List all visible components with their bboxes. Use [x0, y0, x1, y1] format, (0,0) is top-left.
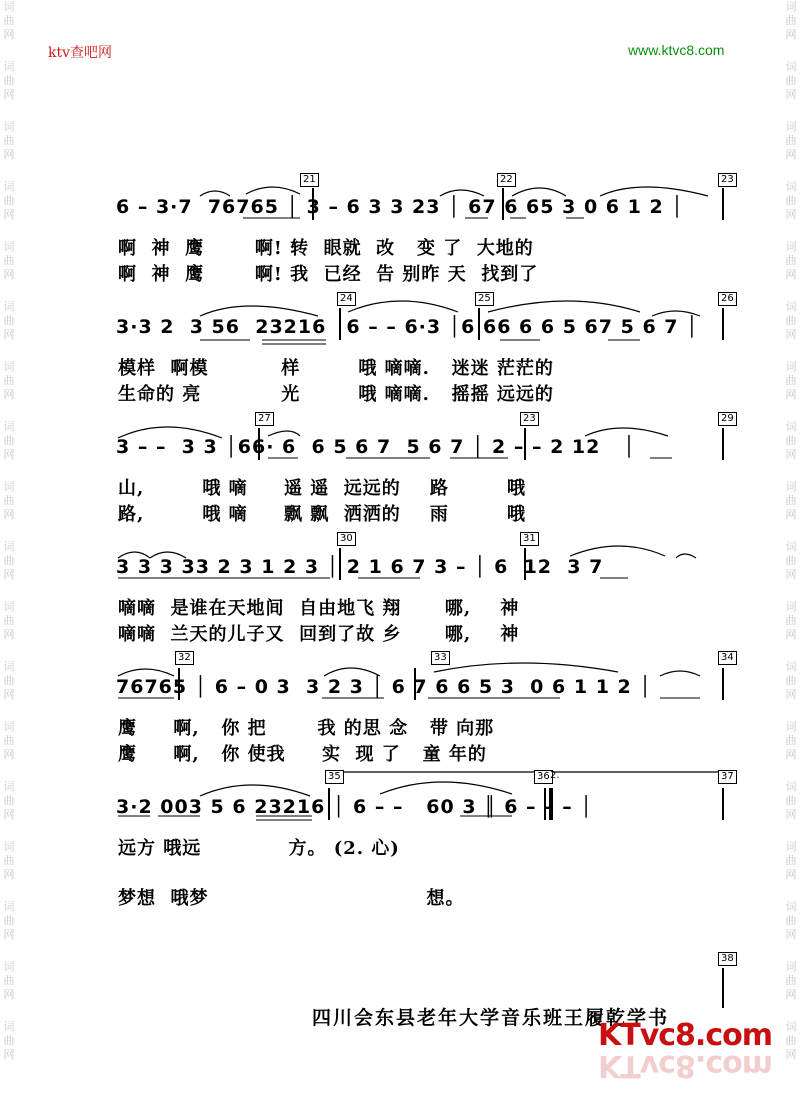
watermark-char: 网 [3, 928, 15, 941]
watermark-char: 词 [785, 600, 797, 613]
lyric-row-5-verse-2: 鹰 啊, 你 使我 实 现 了 童 年的 [118, 744, 487, 765]
watermark-char: 词 [785, 540, 797, 553]
notation-row-1: 6 – 3·7 76765 │ 3 – 6 3 3 23 │ 67 6 65 3 0 6 1 2 │ [116, 196, 684, 218]
watermark-char: 词 [3, 900, 15, 913]
watermark-char: 网 [3, 268, 15, 281]
bar-number: 35 [325, 770, 344, 784]
watermark-char: 网 [3, 628, 15, 641]
watermark-char: 曲 [785, 314, 797, 327]
watermark-char: 曲 [785, 1034, 797, 1047]
watermark-char: 网 [785, 628, 797, 641]
watermark-char: 词 [785, 0, 797, 13]
watermark-char: 网 [3, 28, 15, 41]
watermark-char: 曲 [785, 794, 797, 807]
watermark-char: 网 [3, 808, 15, 821]
bar-number: 30 [337, 532, 356, 546]
bar-number: 38 [718, 952, 737, 966]
watermark-char: 网 [3, 568, 15, 581]
watermark-char: 词 [785, 480, 797, 493]
watermark-char: 词 [785, 900, 797, 913]
lyric-row-2-verse-1: 模样 啊模 样 哦 嘀嘀. 迷迷 茫茫的 [118, 358, 554, 379]
watermark-char: 曲 [3, 794, 15, 807]
watermark-char: 词 [785, 720, 797, 733]
watermark-char: 曲 [3, 194, 15, 207]
lyric-row-5-verse-1: 鹰 啊, 你 把 我 的思 念 带 向那 [118, 718, 495, 739]
lyric-row-1-verse-1: 啊 神 鹰 啊! 转 眼就 改 变 了 大地的 [118, 238, 534, 259]
watermark-char: 词 [785, 1020, 797, 1033]
watermark-char: 词 [3, 60, 15, 73]
watermark-char: 曲 [3, 14, 15, 27]
watermark-char: 曲 [3, 1034, 15, 1047]
watermark-char: 词 [785, 120, 797, 133]
watermark-char: 曲 [3, 614, 15, 627]
watermark-char: 词 [785, 840, 797, 853]
header-site-name[interactable]: ktv查吧网 [48, 45, 113, 61]
watermark-char: 曲 [3, 554, 15, 567]
lyric-row-4-verse-2: 嘀嘀 兰天的儿子又 回到了故 乡 哪, 神 [118, 624, 520, 645]
watermark-char: 词 [3, 660, 15, 673]
watermark-char: 网 [785, 508, 797, 521]
watermark-char: 词 [3, 840, 15, 853]
watermark-char: 词 [785, 60, 797, 73]
notation-row-2: 3·3 2 3 56 23216 │6 – – 6·3 │6 66 6 6 5 67 5 6 7 │ [116, 316, 699, 338]
watermark-char: 词 [785, 180, 797, 193]
watermark-char: 词 [3, 300, 15, 313]
watermark-char: 词 [3, 120, 15, 133]
watermark-char: 网 [785, 148, 797, 161]
bar-number: 21 [300, 173, 319, 187]
lyric-row-6-verse-2: 梦想 哦梦 想。 [118, 888, 465, 909]
watermark-char: 曲 [3, 854, 15, 867]
bar-number: 24 [337, 292, 356, 306]
watermark-char: 网 [785, 88, 797, 101]
watermark-char: 网 [3, 868, 15, 881]
watermark-char: 网 [3, 148, 15, 161]
watermark-char: 词 [785, 240, 797, 253]
watermark-char: 网 [3, 328, 15, 341]
watermark-char: 词 [3, 180, 15, 193]
watermark-char: 词 [3, 720, 15, 733]
volta-label: 2. [550, 770, 560, 781]
watermark-char: 曲 [785, 914, 797, 927]
bar-number: 25 [475, 292, 494, 306]
watermark-char: 曲 [785, 614, 797, 627]
watermark-char: 曲 [3, 74, 15, 87]
bar-number: 23 [718, 173, 737, 187]
watermark-char: 曲 [785, 254, 797, 267]
watermark-char: 曲 [785, 14, 797, 27]
watermark-char: 词 [3, 0, 15, 13]
lyric-row-3-verse-1: 山, 哦 嘀 遥 遥 远远的 路 哦 [118, 478, 526, 499]
watermark-char: 曲 [785, 854, 797, 867]
watermark-char: 词 [3, 540, 15, 553]
watermark-char: 曲 [3, 374, 15, 387]
watermark-char: 曲 [785, 74, 797, 87]
barline [722, 668, 724, 700]
watermark-char: 曲 [785, 374, 797, 387]
watermark-char: 词 [785, 420, 797, 433]
watermark-char: 网 [3, 208, 15, 221]
watermark-char: 曲 [785, 134, 797, 147]
bar-number: 27 [255, 412, 274, 426]
watermark-char: 网 [3, 688, 15, 701]
watermark-char: 网 [785, 868, 797, 881]
watermark-char: 网 [785, 448, 797, 461]
watermark-char: 曲 [785, 734, 797, 747]
barline [722, 308, 724, 340]
bar-number: 36 [534, 770, 553, 784]
barline [722, 788, 724, 820]
lyric-row-1-verse-2: 啊 神 鹰 啊! 我 已经 告 别昨 天 找到了 [118, 264, 539, 285]
watermark-char: 网 [3, 388, 15, 401]
site-logo[interactable]: KTvc8.com [598, 1018, 772, 1053]
watermark-char: 词 [785, 300, 797, 313]
watermark-char: 词 [3, 360, 15, 373]
bar-number: 34 [718, 651, 737, 665]
watermark-char: 网 [3, 1048, 15, 1061]
watermark-char: 词 [3, 1020, 15, 1033]
notation-row-4: 3 3 3 33 2 3 1 2 3 │ 2 1 6 7 3 – │ 6 12 3 7 [116, 556, 604, 578]
watermark-char: 曲 [3, 134, 15, 147]
watermark-char: 网 [785, 748, 797, 761]
bar-number: 37 [718, 770, 737, 784]
bar-number: 26 [718, 292, 737, 306]
watermark-char: 词 [3, 480, 15, 493]
bar-number: 23 [520, 412, 539, 426]
watermark-char: 网 [3, 508, 15, 521]
watermark-char: 词 [3, 240, 15, 253]
watermark-char: 网 [785, 928, 797, 941]
bar-number: 31 [520, 532, 539, 546]
notation-row-3: 3 – – 3 3 │66· 6 6 5 6 7 5 6 7 │ 2 – – 2 12 │ [116, 436, 636, 458]
watermark-char: 网 [3, 448, 15, 461]
watermark-char: 词 [3, 420, 15, 433]
lyric-row-3-verse-2: 路, 哦 嘀 飘 飘 洒洒的 雨 哦 [118, 504, 526, 525]
watermark-char: 网 [785, 1048, 797, 1061]
watermark-char: 曲 [3, 434, 15, 447]
bar-number: 33 [431, 651, 450, 665]
barline [722, 968, 724, 1008]
watermark-char: 网 [785, 328, 797, 341]
watermark-char: 曲 [785, 554, 797, 567]
watermark-char: 词 [785, 660, 797, 673]
watermark-char: 词 [785, 960, 797, 973]
watermark-char: 曲 [3, 314, 15, 327]
bar-number: 29 [718, 412, 737, 426]
lyric-row-6-verse-1: 远方 哦远 方。 (2. 心) [118, 838, 400, 859]
watermark-char: 曲 [3, 254, 15, 267]
watermark-char: 曲 [785, 194, 797, 207]
barline [722, 188, 724, 220]
notation-row-5: 76765 │ 6 – 0 3 3 2 3 │ 6 7 6 6 5 3 0 6 1 1 2 │ [116, 676, 652, 698]
watermark-char: 词 [785, 780, 797, 793]
watermark-char: 词 [3, 780, 15, 793]
arranger-credit: 四川会东县老年大学音乐班王履乾学书 [312, 1007, 670, 1029]
watermark-char: 词 [785, 360, 797, 373]
watermark-char: 曲 [785, 494, 797, 507]
watermark-char: 网 [3, 988, 15, 1001]
watermark-char: 曲 [3, 494, 15, 507]
watermark-char: 网 [3, 748, 15, 761]
watermark-char: 曲 [3, 734, 15, 747]
watermark-char: 网 [785, 208, 797, 221]
watermark-char: 曲 [3, 974, 15, 987]
notation-row-6: 3·2 003 5 6 23216 │ 6 – – 60 3 ║ 6 – – – │ [116, 796, 593, 818]
watermark-char: 网 [785, 268, 797, 281]
watermark-char: 曲 [785, 434, 797, 447]
watermark-char: 曲 [785, 974, 797, 987]
lyric-row-2-verse-2: 生命的 亮 光 哦 嘀嘀. 摇摇 远远的 [118, 384, 554, 405]
watermark-char: 网 [785, 388, 797, 401]
watermark-char: 词 [3, 960, 15, 973]
header-site-url[interactable]: www.ktvc8.com [628, 42, 725, 58]
watermark-char: 网 [785, 568, 797, 581]
watermark-char: 曲 [3, 674, 15, 687]
watermark-char: 网 [785, 988, 797, 1001]
watermark-char: 网 [785, 688, 797, 701]
site-logo-reflection: KTvc8.com [598, 1048, 772, 1083]
watermark-char: 网 [3, 88, 15, 101]
bar-number: 22 [497, 173, 516, 187]
watermark-char: 曲 [3, 914, 15, 927]
barline [722, 428, 724, 460]
watermark-char: 曲 [785, 674, 797, 687]
watermark-char: 词 [3, 600, 15, 613]
watermark-char: 网 [785, 808, 797, 821]
watermark-char: 网 [785, 28, 797, 41]
lyric-row-4-verse-1: 嘀嘀 是谁在天地间 自由地飞 翔 哪, 神 [118, 598, 520, 619]
bar-number: 32 [175, 651, 194, 665]
